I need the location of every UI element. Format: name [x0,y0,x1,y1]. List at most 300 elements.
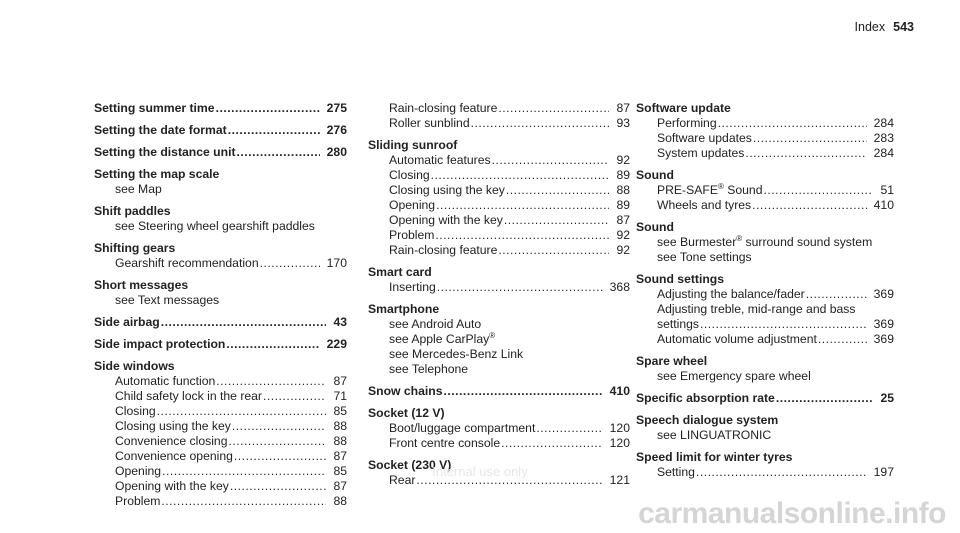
page-reference: 280 [326,145,347,159]
index-subentry [94,404,347,419]
entry-text: Performing [657,116,717,130]
page-number: 543 [893,20,914,34]
entry-text: PRE-SAFE [657,183,718,197]
index-heading [94,101,347,116]
leader-dots [504,213,610,228]
page-reference: 88 [616,183,630,197]
entry-text-group [389,362,468,377]
entry-text: see Burmester [657,235,737,249]
entry-text-group [94,315,160,330]
entry-text: Adjusting the balance/fader [657,287,805,301]
entry-text-group [115,389,262,404]
index-subentry [94,256,347,271]
index-heading [636,101,894,116]
leader-dots [444,384,603,399]
page-reference: 284 [873,146,894,160]
entry-text: Opening with the key [115,479,229,493]
entry-text: Closing using the key [389,183,505,197]
entry-text: Rain-closing feature [389,243,498,257]
entry-text: Setting the distance unit [94,145,236,159]
entry-text-group [94,101,215,116]
leader-dots [226,337,319,352]
entry-text: Automatic function [115,374,216,388]
index-heading [636,220,894,235]
leader-dots [471,116,610,131]
leader-dots [700,317,867,332]
entry-text: see Map [115,182,162,196]
index-subentry [368,436,630,451]
entry-text: Closing [115,404,156,418]
index-heading [368,302,630,317]
entry-text-suffix: surround sound system [742,235,873,249]
leader-dots [764,183,874,198]
entry-text-group [115,479,229,494]
entry-text-group [115,182,162,197]
page-reference: 25 [880,391,894,405]
index-heading [636,168,894,183]
entry-text: Side airbag [94,315,160,329]
entry-text-group [389,116,470,131]
index-entry [94,359,347,509]
index-subentry [94,374,347,389]
entry-text-group [657,287,805,302]
page-reference: 283 [873,131,894,145]
leader-dots [237,145,320,160]
leader-dots [431,168,610,183]
page-reference: 275 [326,101,347,115]
entry-text-group [657,250,752,265]
page-reference: 410 [609,384,630,398]
index-subentry [636,317,894,332]
page-reference: 92 [616,153,630,167]
page-reference: 71 [333,389,347,403]
entry-text: Adjusting treble, mid-range and bass [657,302,856,316]
index-heading [94,167,347,182]
entry-text: see Tone settings [657,250,752,264]
leader-dots [776,391,874,406]
entry-text-group [115,374,215,389]
index-subentry [636,369,894,384]
watermark: Internal use only [432,464,528,479]
entry-text-group [115,419,231,434]
page-reference: 197 [873,465,894,479]
leader-dots [501,436,603,451]
entry-text: System updates [657,146,745,160]
index-heading [94,278,347,293]
entry-text: Smartphone [368,302,440,316]
index-subentry [368,317,630,332]
entry-text: Closing [389,168,430,182]
index-subentry [368,332,630,347]
index-entry [636,354,894,384]
entry-text: Rain-closing feature [389,101,498,115]
entry-text: Closing using the key [115,419,231,433]
entry-text: Software updates [657,131,752,145]
leader-dots [157,404,327,419]
index-entry [368,384,630,399]
entry-text: see Android Auto [389,317,482,331]
index-subentry [368,198,630,213]
page-reference: 51 [880,183,894,197]
index-heading [636,354,894,369]
entry-text: settings [657,317,700,331]
entry-text-group [657,235,872,250]
entry-text-group [636,220,674,235]
entry-text-group [94,241,175,256]
page-reference: 87 [616,101,630,115]
index-subentry [636,116,894,131]
entry-text-group [636,168,674,183]
entry-text: Opening [115,464,162,478]
page-header [855,20,914,34]
index-subentry [368,168,630,183]
entry-text-group [389,101,497,116]
leader-dots [263,389,326,404]
index-entry [636,220,894,265]
entry-text: Sound [636,220,674,234]
page-reference: 410 [873,198,894,212]
entry-text-group [94,337,225,352]
entry-text-suffix: Sound [723,183,763,197]
index-entry [94,167,347,197]
registered-mark: ® [717,181,724,191]
entry-text-group [657,131,752,146]
header-label: Index [854,20,886,34]
entry-text-group [636,413,778,428]
entry-text-group [636,272,724,287]
leader-dots [216,374,326,389]
leader-dots [498,101,609,116]
index-subentry [636,428,894,443]
index-column-1 [94,101,347,516]
entry-text-group [94,123,227,138]
entry-text-group [368,406,445,421]
entry-text: Opening [389,198,436,212]
entry-text-group [94,359,175,374]
index-subentry [94,293,347,308]
entry-text-group [115,404,156,419]
entry-text: Problem [389,228,435,242]
index-entry [368,138,630,258]
index-subentry [94,419,347,434]
page-reference: 92 [616,243,630,257]
page-reference: 284 [873,116,894,130]
page-reference: 89 [616,198,630,212]
entry-text: Socket (12 V) [368,406,445,420]
leader-dots [506,183,610,198]
entry-text-group [389,168,430,183]
index-entry [636,101,894,161]
entry-text-group [115,293,219,308]
index-subentry [368,280,630,295]
entry-text: Inserting [389,280,436,294]
entry-text-group [636,101,731,116]
index-entry [94,204,347,234]
index-heading [94,359,347,374]
page-reference: 89 [616,168,630,182]
entry-text-group [657,332,817,347]
entry-text: see Text messages [115,293,220,307]
entry-text: Convenience closing [115,434,228,448]
entry-text-group [368,265,432,280]
index-subentry [636,287,894,302]
entry-text: Opening with the key [389,213,503,227]
entry-text: Setting the date format [94,123,227,137]
entry-text-group [389,347,523,362]
entry-text-group [94,167,219,182]
index-heading [94,241,347,256]
leader-dots [232,419,327,434]
page-reference: 85 [333,464,347,478]
index-entry [636,413,894,443]
index-entry [94,337,347,352]
index-subentry [368,243,630,258]
entry-text: Convenience opening [115,449,233,463]
entry-text-group [389,243,497,258]
page-reference: 88 [333,494,347,508]
index-entry [636,168,894,213]
entry-text-group [636,391,775,406]
leader-dots [161,315,327,330]
index-heading [636,450,894,465]
leader-dots [498,243,609,258]
page-reference: 120 [609,421,630,435]
index-entry [368,265,630,295]
entry-text: Setting the map scale [94,167,220,181]
entry-text-group [636,450,792,465]
leader-dots [228,434,326,449]
index-heading [94,315,347,330]
page-reference: 87 [616,213,630,227]
index-heading [94,204,347,219]
page-reference: 87 [333,449,347,463]
index-subentry [94,449,347,464]
entry-text-group [636,354,707,369]
page-reference: 121 [609,473,630,487]
leader-dots [230,479,327,494]
index-subentry [94,479,347,494]
leader-dots [752,198,867,213]
entry-text: Automatic volume adjustment [657,332,817,346]
entry-text: Speech dialogue system [636,413,779,427]
index-heading [94,145,347,160]
entry-text-group [389,153,491,168]
entry-text-group [115,256,259,271]
index-column-3 [636,101,894,487]
index-heading [636,391,894,406]
index-subentry [368,362,630,377]
index-subentry [636,250,894,265]
entry-text-group [368,384,443,399]
entry-text: Smart card [368,265,432,279]
entry-text: Short messages [94,278,189,292]
entry-text-group [389,280,436,295]
index-subentry [636,131,894,146]
entry-text: see Mercedes-Benz Link [389,347,524,361]
registered-mark: ® [736,233,743,243]
index-entry [94,241,347,271]
entry-text-group [94,278,188,293]
leader-dots [437,280,603,295]
page-reference: 369 [873,317,894,331]
entry-text: Software update [636,101,731,115]
entry-text: Roller sunblind [389,116,470,130]
leader-dots [435,228,609,243]
leader-dots [806,287,867,302]
index-heading [636,413,894,428]
leader-dots [228,123,320,138]
entry-text: Speed limit for winter tyres [636,450,793,464]
entry-text: Rear [389,473,416,487]
page-reference: 87 [333,374,347,388]
entry-text: Specific absorption rate [636,391,775,405]
entry-text: Snow chains [368,384,443,398]
entry-text: Gearshift recommendation [115,256,259,270]
leader-dots [818,332,867,347]
index-entry [368,101,630,131]
index-entry [94,315,347,330]
leader-dots [745,146,866,161]
leader-dots [260,256,320,271]
page-reference: 93 [616,116,630,130]
entry-text-group [389,317,481,332]
entry-text: see LINGUATRONIC [657,428,772,442]
entry-text: Child safety lock in the rear [115,389,262,403]
index-subentry [636,183,894,198]
index-subentry [94,434,347,449]
page-reference: 92 [616,228,630,242]
page-reference: 120 [609,436,630,450]
entry-text: see Telephone [389,362,469,376]
index-entry [636,272,894,347]
page-reference: 368 [609,280,630,294]
leader-dots [753,131,867,146]
page-reference: 88 [333,419,347,433]
entry-text: Shift paddles [94,204,171,218]
entry-text-group [115,219,315,234]
page-reference: 85 [333,404,347,418]
index-subentry [368,213,630,228]
index-heading [368,138,630,153]
page-reference: 87 [333,479,347,493]
index-subentry [94,389,347,404]
index-subentry [94,219,347,234]
leader-dots [234,449,327,464]
page-reference: 43 [333,315,347,329]
index-subentry [94,182,347,197]
entry-text-group [389,228,434,243]
entry-text-group [368,302,439,317]
entry-text-group [657,369,811,384]
index-entry [94,278,347,308]
entry-text: Sound [636,168,674,182]
index-entry [94,101,347,116]
index-heading [368,406,630,421]
entry-text: Front centre console [389,436,501,450]
registered-mark: ® [489,330,496,340]
entry-text-group [389,421,535,436]
entry-text: Sound settings [636,272,725,286]
index-subentry [368,116,630,131]
index-entry [94,145,347,160]
entry-text: see Apple CarPlay [389,332,490,346]
entry-text: Setting summer time [94,101,215,115]
entry-text-group [657,198,751,213]
index-entry [636,391,894,406]
entry-text-group [657,302,856,317]
page-reference: 276 [326,123,347,137]
index-column-2 [368,101,630,495]
index-subentry [636,302,894,317]
index-subentry [636,198,894,213]
page-reference: 369 [873,287,894,301]
entry-text: Shifting gears [94,241,176,255]
entry-text: see Emergency spare wheel [657,369,811,383]
entry-text-group [657,146,744,161]
index-entry [368,302,630,377]
entry-text: Socket (230 V) [368,458,452,472]
entry-text: Sliding sunroof [368,138,458,152]
entry-text-group [657,317,699,332]
page-reference: 229 [326,337,347,351]
entry-text-group [657,428,771,443]
leader-dots [492,153,610,168]
index-heading [368,384,630,399]
leader-dots [436,198,609,213]
page-reference: 170 [326,256,347,270]
entry-text-group [368,138,457,153]
entry-text-group [657,183,763,198]
site-footer: carmanualsonline.info [638,497,946,530]
index-subentry [368,101,630,116]
index-subentry [636,235,894,250]
index-subentry [368,228,630,243]
leader-dots [718,116,867,131]
entry-text: Boot/luggage compartment [389,421,536,435]
entry-text: Automatic features [389,153,491,167]
leader-dots [536,421,602,436]
entry-text: Spare wheel [636,354,708,368]
index-heading [94,337,347,352]
index-heading [636,272,894,287]
index-subentry [368,347,630,362]
page-reference: 88 [333,434,347,448]
page-reference: 369 [873,332,894,346]
entry-text-group [94,145,236,160]
index-subentry [368,153,630,168]
index-subentry [368,421,630,436]
entry-text-group [115,449,233,464]
entry-text: Side impact protection [94,337,226,351]
entry-text-group [389,332,495,347]
index-heading [94,123,347,138]
index-entry [94,123,347,138]
entry-text: Wheels and tyres [657,198,752,212]
index-entry [368,406,630,451]
entry-text: Side windows [94,359,175,373]
entry-text: Problem [115,494,161,508]
entry-text-group [115,434,227,449]
entry-text-group [657,116,717,131]
entry-text-group [94,204,171,219]
index-subentry [636,332,894,347]
index-subentry [636,146,894,161]
entry-text-group [389,213,503,228]
entry-text-group [389,198,435,213]
entry-text-group [389,183,505,198]
index-subentry [368,183,630,198]
index-heading [368,265,630,280]
